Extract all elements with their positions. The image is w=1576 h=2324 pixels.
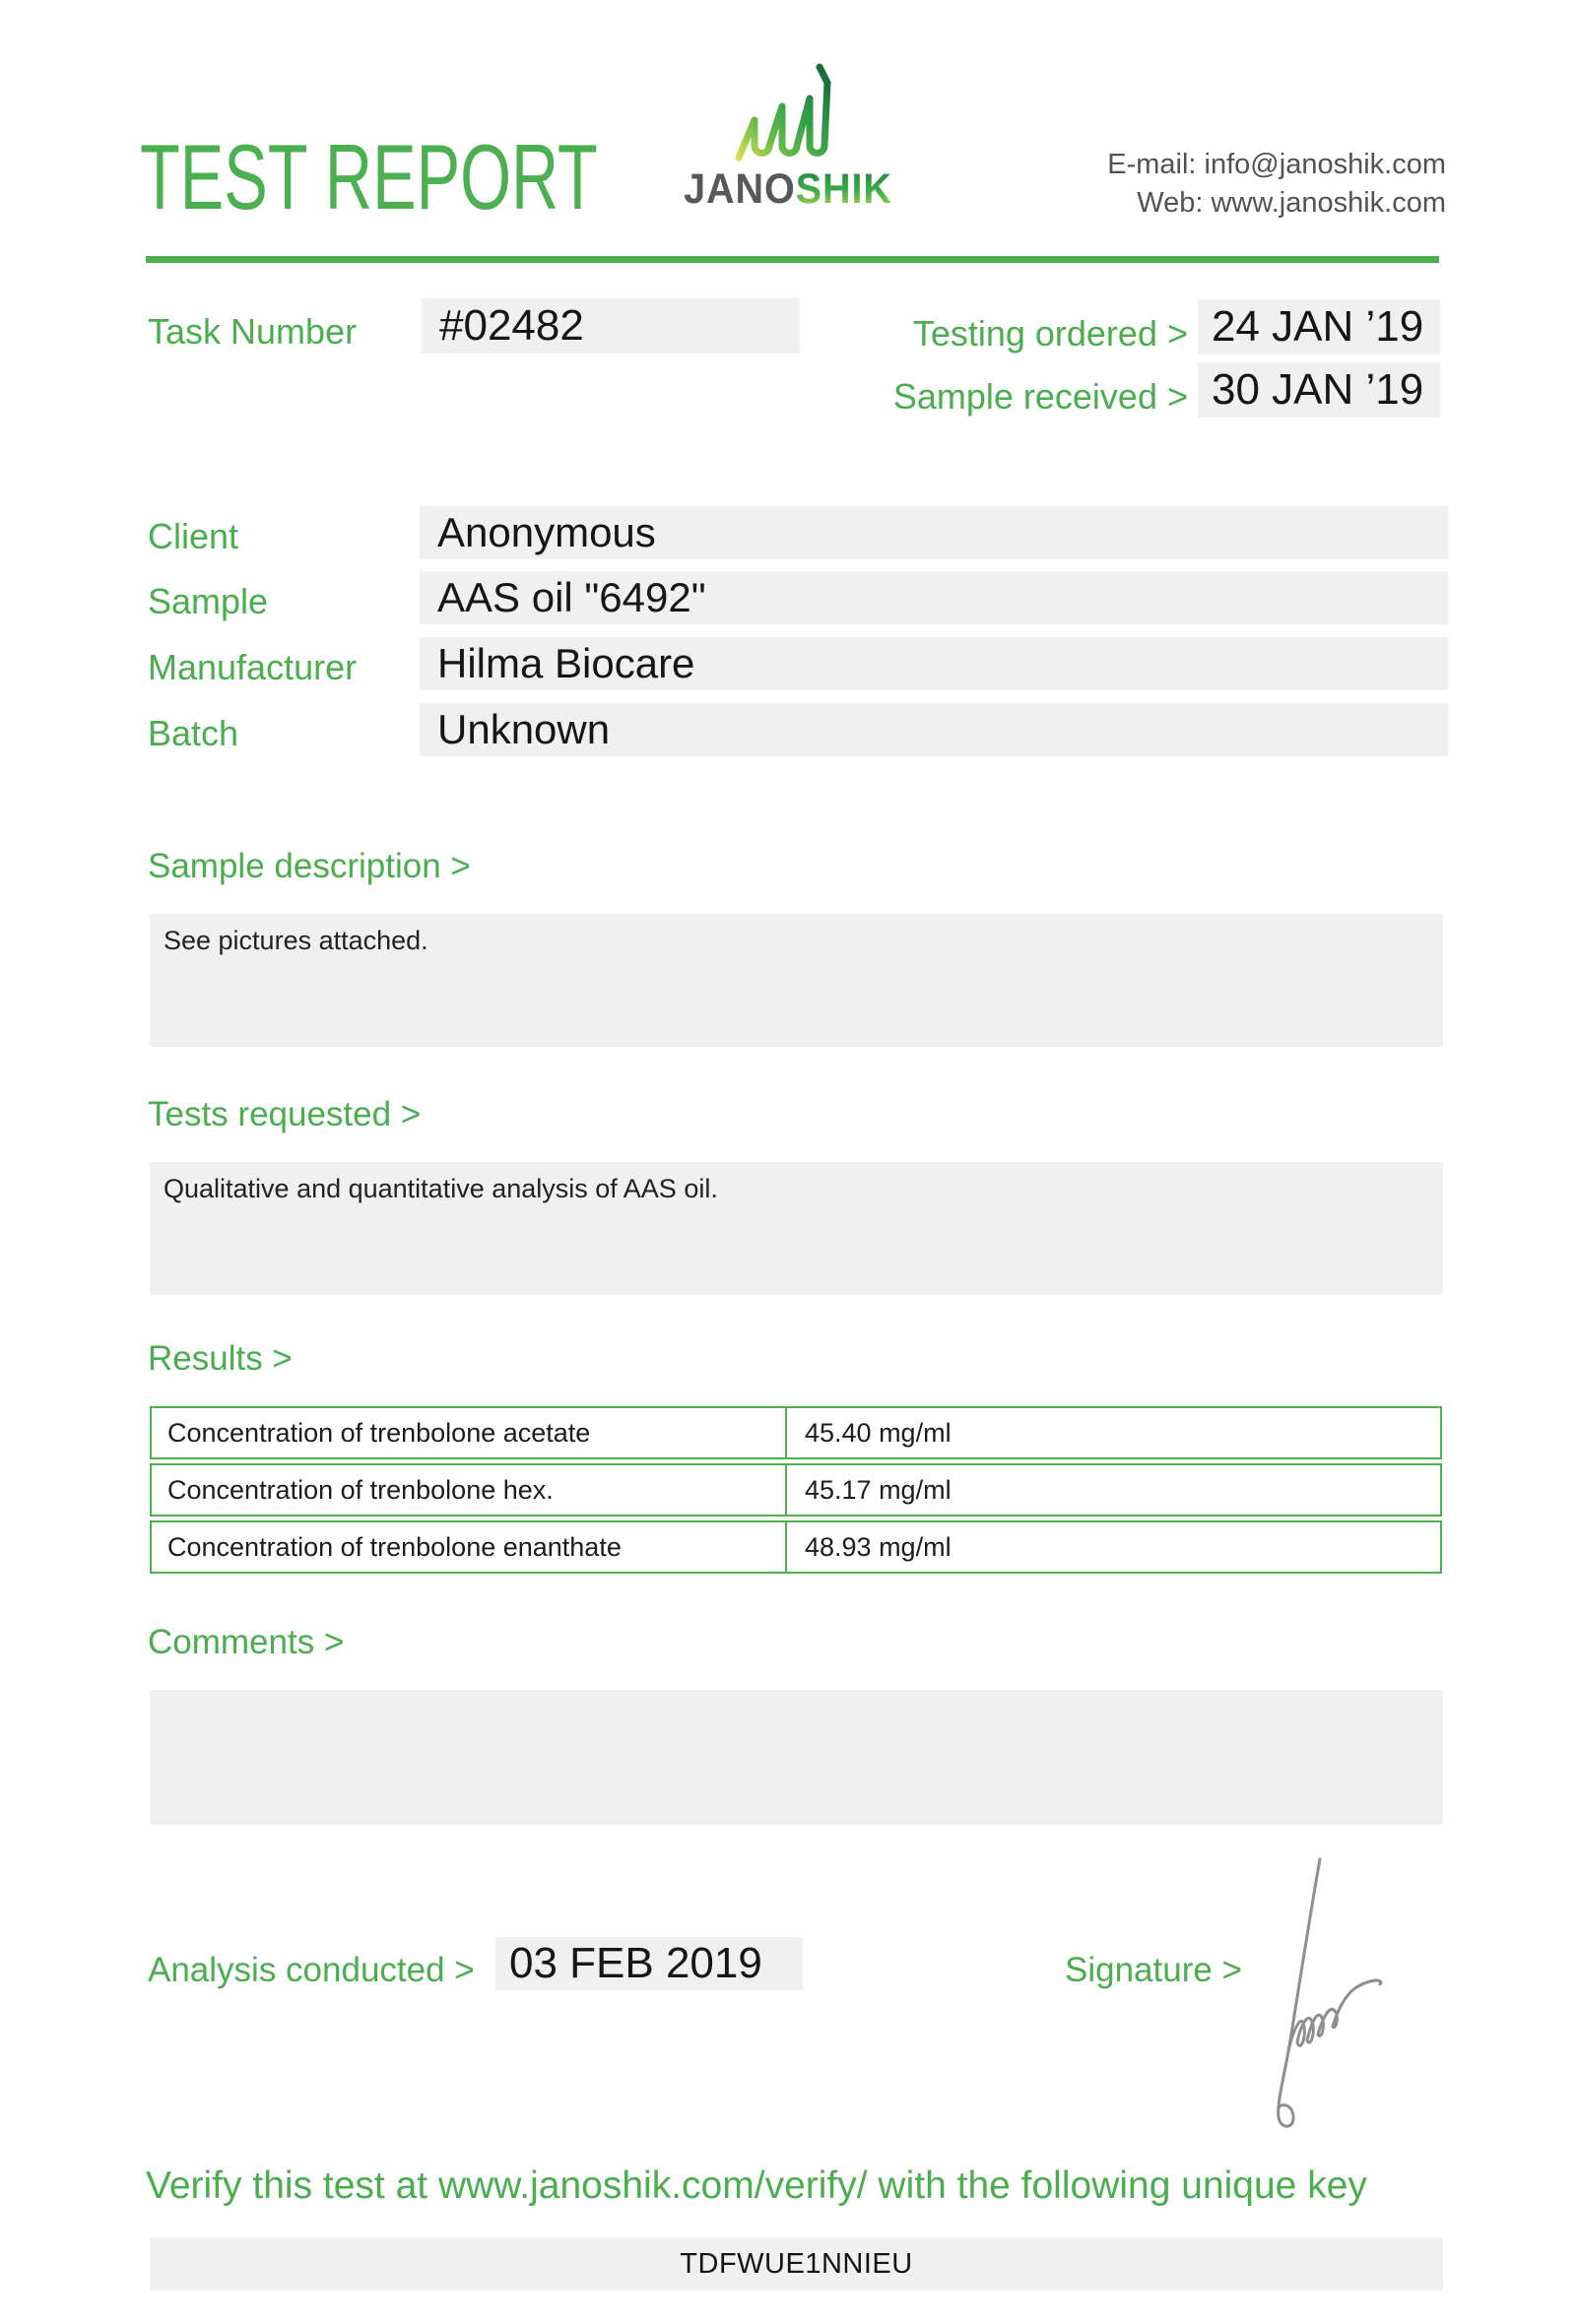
batch-value: Unknown [437, 706, 611, 752]
sample-label: Sample [148, 581, 269, 621]
tests-requested-box [150, 1162, 1443, 1295]
batch-box [420, 703, 1448, 756]
results-heading: Results > [148, 1339, 293, 1378]
result-name: Concentration of trenbolone acetate [152, 1408, 787, 1457]
sample-received-box [1198, 362, 1440, 418]
sample-description-box [150, 914, 1443, 1047]
signature-label: Signature > [1065, 1951, 1242, 1989]
manufacturer-box [420, 637, 1448, 690]
manufacturer-label: Manufacturer [148, 647, 358, 687]
page-title: TEST REPORT [140, 125, 598, 228]
sample-description-text: See pictures attached. [164, 926, 428, 955]
client-box [420, 506, 1448, 559]
result-value: 45.40 mg/ml [805, 1418, 952, 1448]
result-name: Concentration of trenbolone hex. [152, 1465, 787, 1515]
logo-word-dark: JANO [684, 165, 796, 213]
testing-ordered-box [1198, 299, 1440, 355]
sample-value: AAS oil "6492" [437, 574, 706, 620]
testing-ordered-label: Testing ordered > [912, 313, 1188, 354]
analysis-conducted-label: Analysis conducted > [148, 1951, 475, 1989]
result-value: 45.17 mg/ml [805, 1475, 952, 1505]
result-name: Concentration of trenbolone enanthate [152, 1522, 787, 1572]
client-label: Client [148, 516, 239, 556]
tests-requested-heading: Tests requested > [148, 1095, 422, 1133]
trend-line-chart-icon [735, 63, 837, 167]
analysis-date-box [495, 1937, 803, 1990]
testing-ordered-value: 24 JAN ’19 [1212, 302, 1424, 351]
sample-received-value: 30 JAN ’19 [1212, 365, 1424, 414]
header-divider [146, 256, 1439, 263]
logo-word-green: SHIK [795, 165, 892, 213]
task-number-box [422, 298, 800, 354]
task-number-label: Task Number [148, 311, 358, 352]
contact-info [1107, 146, 1446, 223]
table-row [150, 1520, 1442, 1574]
sample-box [420, 571, 1448, 624]
comments-box [150, 1690, 1443, 1825]
task-number-value: #02482 [439, 301, 584, 350]
signature-icon [1243, 1843, 1411, 2139]
logo-wordmark [672, 165, 904, 214]
manufacturer-value: Hilma Biocare [437, 640, 695, 686]
result-value: 48.93 mg/ml [805, 1532, 952, 1562]
batch-label: Batch [148, 713, 239, 753]
table-row [150, 1463, 1442, 1517]
contact-web: Web: www.janoshik.com [1137, 187, 1446, 219]
tests-requested-text: Qualitative and quantitative analysis of AAS oil. [164, 1174, 718, 1203]
contact-email: E-mail: info@janoshik.com [1107, 149, 1446, 180]
comments-heading: Comments > [148, 1623, 345, 1661]
client-value: Anonymous [437, 509, 656, 555]
sample-description-heading: Sample description > [148, 847, 471, 885]
verify-key: TDFWUE1NNIEU [150, 2237, 1443, 2291]
table-row [150, 1406, 1442, 1459]
analysis-date-value: 03 FEB 2019 [509, 1939, 762, 1987]
verify-instruction: Verify this test at www.janoshik.com/verify/ with the following unique key [146, 2164, 1367, 2207]
sample-received-label: Sample received > [892, 376, 1188, 417]
